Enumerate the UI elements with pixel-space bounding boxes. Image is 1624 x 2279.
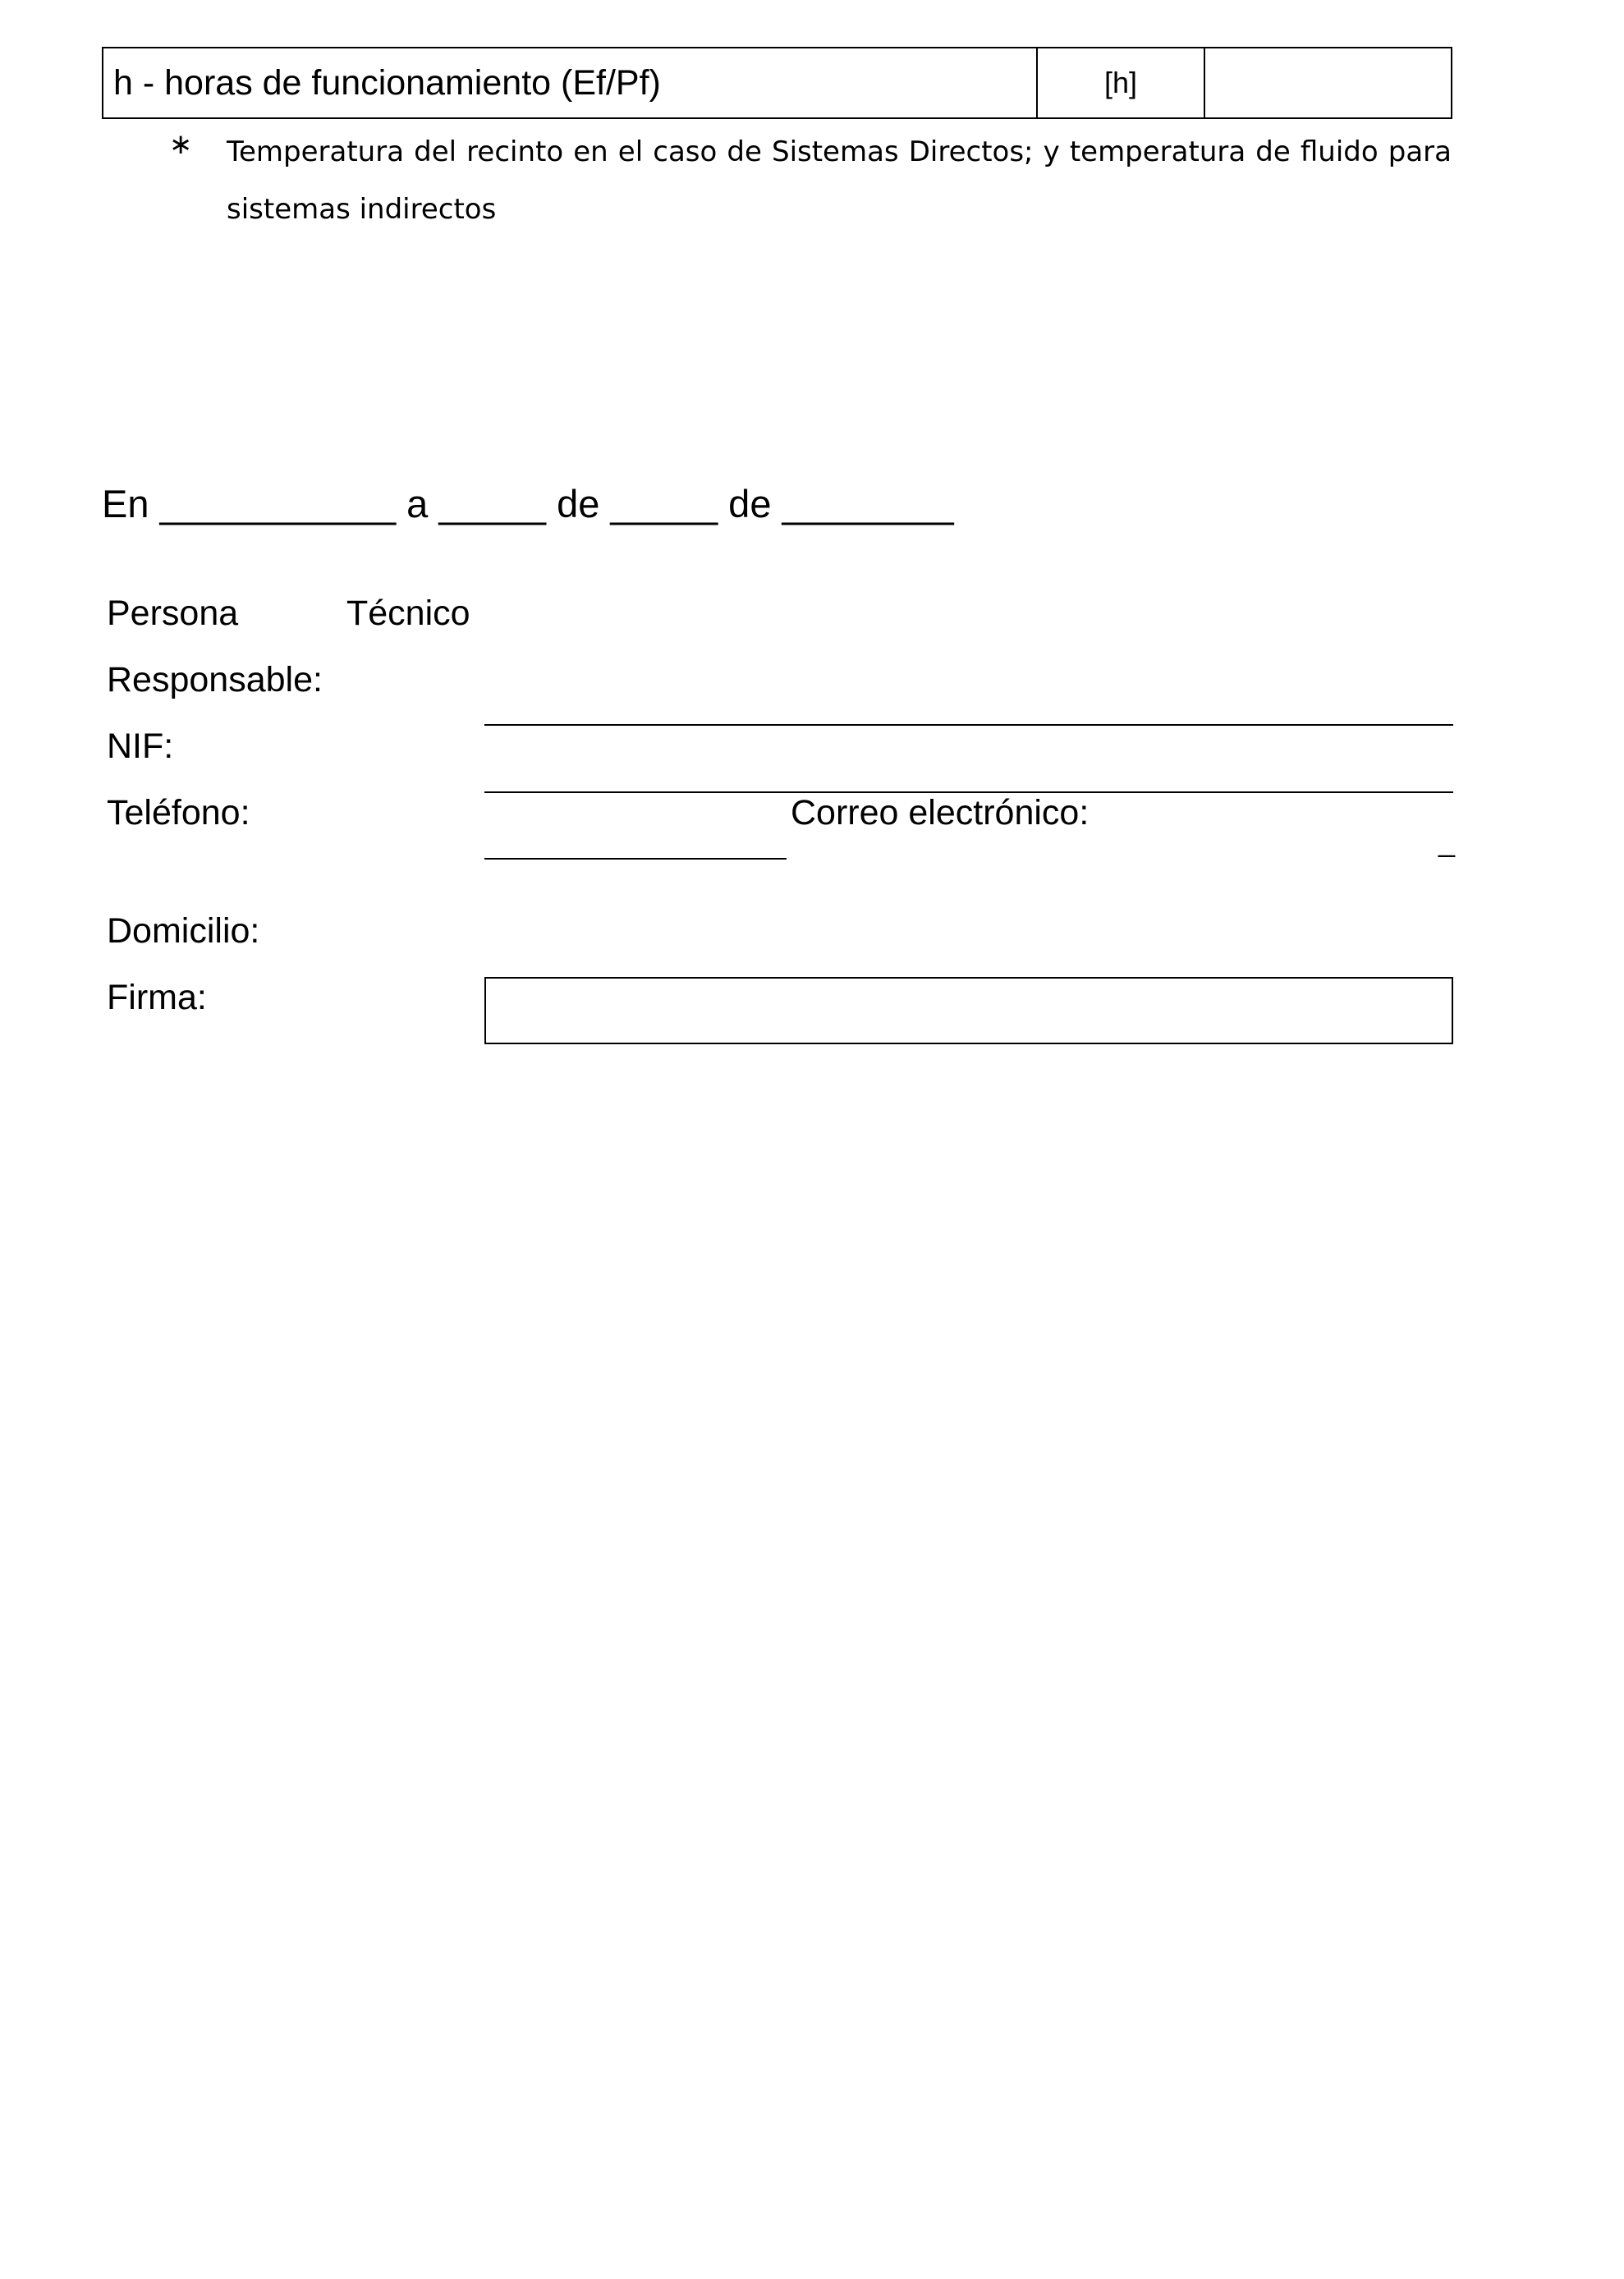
responsable-input-line[interactable] xyxy=(484,724,1453,726)
firma-label: Firma: xyxy=(107,978,207,1017)
operating-hours-table xyxy=(102,47,1452,119)
hours-unit-cell: [h] xyxy=(1038,48,1205,117)
footnote-text: Temperatura del recinto en el caso de Sistemas Directos; y temperatura de fluido para sistemas indirectos xyxy=(227,135,1452,226)
telefono-label: Teléfono: xyxy=(107,793,250,832)
place-date-line[interactable]: En ___________ a _____ de _____ de ________ xyxy=(102,482,954,525)
domicilio-label: Domicilio: xyxy=(107,911,260,951)
hours-value-cell[interactable] xyxy=(1205,48,1451,117)
correo-label: Correo electrónico: xyxy=(791,793,1090,832)
responsable-label: Responsable: xyxy=(107,660,323,699)
persona-label: Persona xyxy=(107,594,239,633)
correo-input-mark[interactable]: _ xyxy=(1438,824,1456,858)
hours-label-cell: h - horas de funcionamiento (Ef/Pf) xyxy=(103,48,1038,117)
tecnico-label: Técnico xyxy=(346,594,470,633)
footnote-asterisk: ∗ xyxy=(169,128,193,161)
nif-label: NIF: xyxy=(107,727,174,766)
signature-box[interactable] xyxy=(484,977,1453,1044)
telefono-input-line[interactable] xyxy=(484,858,787,860)
